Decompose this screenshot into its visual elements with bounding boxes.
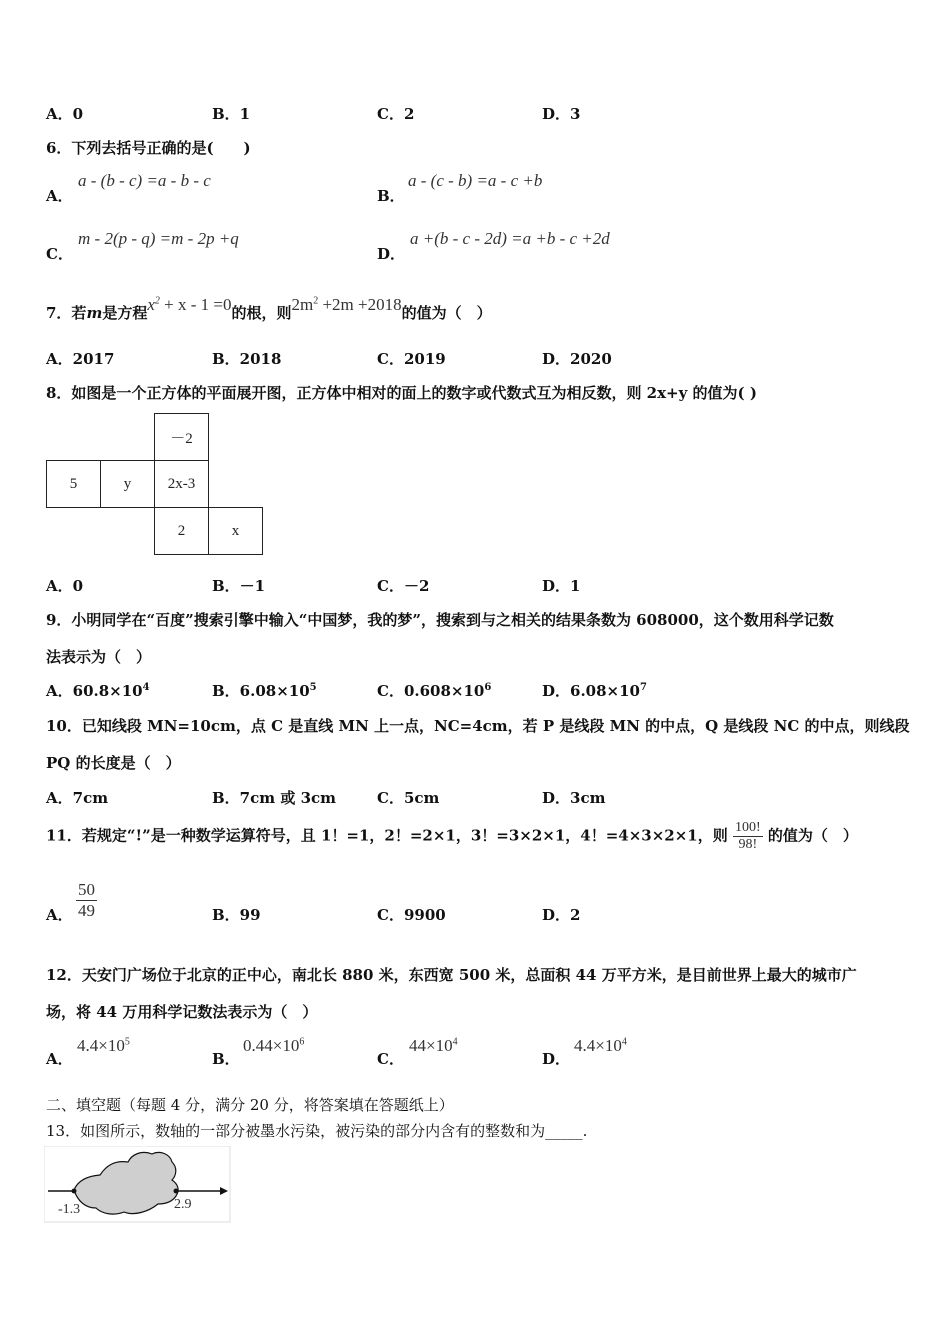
net-cell-3: 2x-3 [154,460,209,508]
net-cell-1: 5 [46,460,101,508]
q5-option-a: A．0 [46,105,84,123]
q9-option-b: B．$6.08\times 10^5$ [212,682,317,700]
q10-option-c: C．5cm [377,789,440,807]
q7-option-a: A．2017 [46,350,115,368]
q6-d-expr: a +(b - c - 2d) =a +b - c +2d [410,229,610,248]
q11-suffix: 的值为（ ） [767,826,858,845]
q8-stem: 8．如图是一个正方体的平面展开图，正方体中相对的面上的数字或代数式互为相反数，则 2x+y 的值为( ) [46,384,757,402]
q7-option-c: C．2019 [377,350,446,368]
q12-c-label: C． [377,1050,404,1068]
q7-prefix: 7．若 [46,304,87,322]
net-cell-top: －2 [154,413,209,461]
q6-b-expr: a - (c - b) =a - c +b [408,171,543,190]
net-cell-2: y [100,460,155,508]
q5-option-c: C．2 [377,105,415,123]
q6-c-expr: m - 2(p - q) =m - 2p +q [78,229,239,248]
q7-mid2: 的根，则 [231,304,292,322]
q6-stem: 6．下列去括号正确的是( ) [46,139,251,157]
q12-d-label: D． [542,1050,571,1068]
q11-stem-line [46,820,858,853]
q10-line1: 10．已知线段 MN=10cm，点 C 是直线 MN 上一点，NC=4cm，若 P 是线段 MN 的中点，Q 是线段 NC 的中点，则线段 [46,717,910,735]
q10-option-d: D．3cm [542,789,606,807]
q12-d-expr: $4.4\times 10^4$ [574,1036,627,1055]
q11-option-b: B．99 [212,906,261,924]
axis-arrow-icon [220,1187,228,1195]
q10-line2: PQ 的长度是（ ） [46,754,181,772]
q7-expression: $2m^2 +2m +2018$ [291,295,402,314]
q10-option-b: B．7cm 或 3cm [212,789,337,807]
q12-line2: 场，将 44 万用科学记数法表示为（ ） [46,1003,318,1021]
q6-b-label: B． [377,187,405,205]
q6-a-label: A． [46,187,73,205]
ink-blot [74,1152,178,1214]
q5-option-b: B．1 [212,105,251,123]
q5-option-d: D．3 [542,105,581,123]
q11-a-fraction: $\frac{50}{49}$ [78,880,95,920]
q6-d-label: D． [377,245,406,263]
left-point [72,1189,77,1194]
net-cell-bottom-1: 2 [154,507,209,555]
q7-stem [46,295,492,323]
q11-option-c: C．9900 [377,906,446,924]
q7-option-d: D．2020 [542,350,612,368]
q8-option-c: C．－2 [377,577,430,595]
q7-equation: $x^2 + x - 1 =0$ [147,295,232,314]
q7-option-b: B．2018 [212,350,282,368]
q9-option-a: A．$60.8\times 10^4$ [46,682,150,700]
q11-stem: 11．若规定“!”是一种数学运算符号，且 1！=1，2！=2×1，3！=3×2×1，4！=4×3×2×1，则 [46,826,728,845]
q12-c-expr: $44\times 10^4$ [409,1036,458,1055]
q11-option-d: D．2 [542,906,581,924]
q10-option-a: A．7cm [46,789,109,807]
q13-stem: 13．如图所示，数轴的一部分被墨水污染，被污染的部分内含有的整数和为_____. [46,1122,588,1140]
q12-b-expr: $0.44\times 10^6$ [243,1036,305,1055]
q9-option-c: C．$0.608\times 10^6$ [377,682,492,700]
q11-a-label: A． [46,906,73,924]
q7-var: m [86,304,103,322]
q6-c-label: C． [46,245,73,263]
q12-a-label: A． [46,1050,73,1068]
q9-option-d: D．$6.08\times 10^7$ [542,682,647,700]
section-heading: 二、填空题（每题 4 分，满分 20 分，将答案填在答题纸上） [46,1096,454,1114]
q12-a-expr: $4.4\times 10^5$ [77,1036,130,1055]
q9-line2: 法表示为（ ） [46,648,152,666]
q8-option-a: A．0 [46,577,84,595]
left-label: -1.3 [58,1202,81,1217]
q8-option-d: D．1 [542,577,581,595]
q7-mid1: 是方程 [102,304,148,322]
q8-option-b: B．－1 [212,577,266,595]
right-label: 2.9 [174,1197,192,1212]
q12-b-label: B． [212,1050,240,1068]
q6-a-expr: a - (b - c) =a - b - c [78,171,211,190]
net-cell-bottom-2: x [208,507,263,555]
q9-line1: 9．小明同学在“百度”搜索引擎中输入“中国梦，我的梦”，搜索到与之相关的结果条数为 608000，这个数用科学记数 [46,611,834,629]
right-point [174,1189,179,1194]
number-line-figure [44,1146,232,1224]
q12-line1: 12．天安门广场位于北京的正中心，南北长 880 米，东西宽 500 米，总面积 44 万平方米，是目前世界上最大的城市广 [46,966,857,984]
q11-fraction: $\frac{100!}{98!}$ [734,820,761,852]
q7-suffix: 的值为（ ） [401,304,492,322]
